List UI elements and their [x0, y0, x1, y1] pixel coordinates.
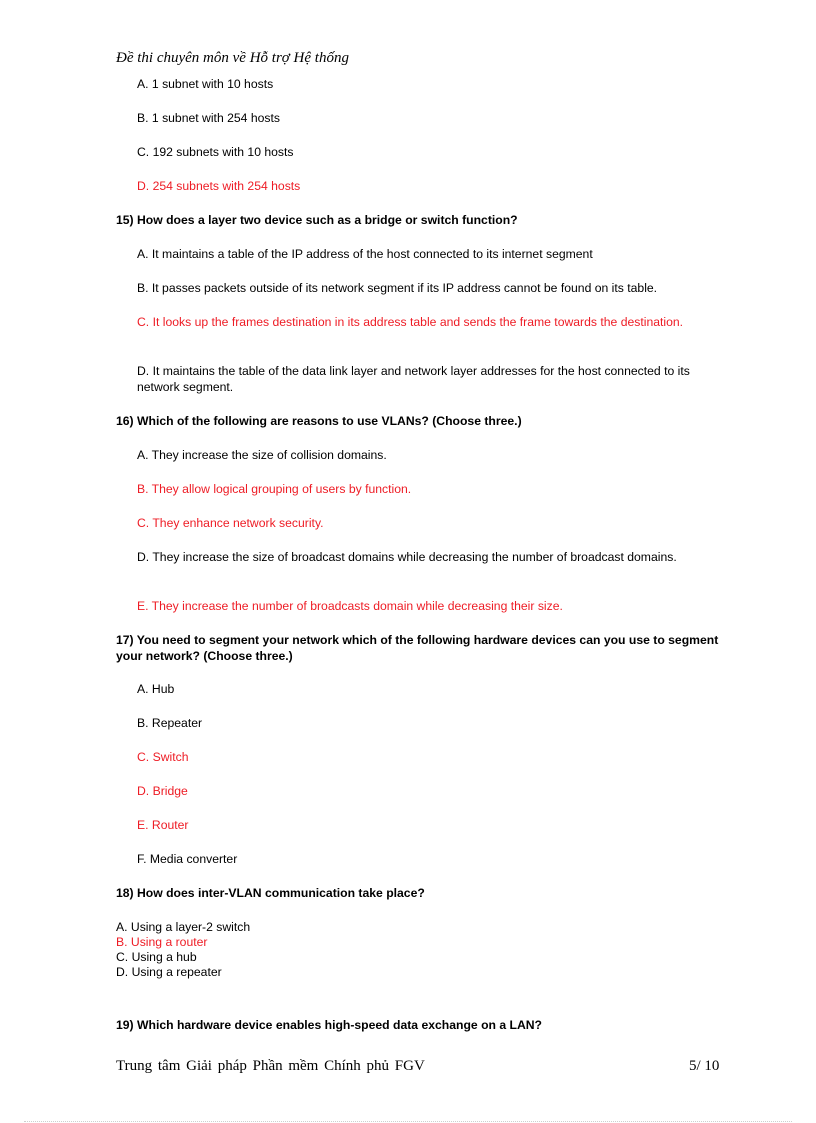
q17-option-d-answer: D. Bridge — [137, 784, 188, 798]
q18-option-b-answer: B. Using a router — [116, 935, 208, 949]
q16-option-e-answer: E. They increase the number of broadcasts domain while decreasing their size. — [137, 599, 563, 613]
document-header: Đề thi chuyên môn về Hỗ trợ Hệ thống — [116, 50, 349, 66]
q16-option-d: D. They increase the size of broadcast domains while decreasing the number of broadcast domains. — [137, 550, 677, 564]
footer-organization: Trung tâm Giải pháp Phần mềm Chính phủ FGV — [116, 1058, 425, 1074]
q16-option-c-answer: C. They enhance network security. — [137, 516, 324, 530]
q15-option-a: A. It maintains a table of the IP address of the host connected to its internet segment — [137, 247, 593, 261]
q14-option-c: C. 192 subnets with 10 hosts — [137, 145, 294, 159]
q17-option-f: F. Media converter — [137, 852, 238, 866]
q14-option-d-answer: D. 254 subnets with 254 hosts — [137, 179, 301, 193]
q17-option-b: B. Repeater — [137, 716, 203, 730]
q18-option-a: A. Using a layer-2 switch — [116, 920, 251, 934]
q18-option-c: C. Using a hub — [116, 950, 197, 964]
q14-option-a: A. 1 subnet with 10 hosts — [137, 77, 274, 91]
q17-option-e-answer: E. Router — [137, 818, 189, 832]
q16-question: 16) Which of the following are reasons to use VLANs? (Choose three.) — [116, 414, 522, 428]
q16-option-b-answer: B. They allow logical grouping of users by function. — [137, 482, 412, 496]
q14-option-b: B. 1 subnet with 254 hosts — [137, 111, 280, 125]
q19-question: 19) Which hardware device enables high-speed data exchange on a LAN? — [116, 1018, 542, 1032]
page-bottom-edge — [24, 1121, 792, 1122]
q15-option-b: B. It passes packets outside of its network segment if its IP address cannot be found on its table. — [137, 281, 658, 295]
q15-option-d: D. It maintains the table of the data link layer and network layer addresses for the host connected to its network segment. — [137, 364, 690, 394]
footer-page-number: 5/ 10 — [689, 1058, 720, 1074]
q15-question: 15) How does a layer two device such as a bridge or switch function? — [116, 213, 518, 227]
q18-option-d: D. Using a repeater — [116, 965, 222, 979]
q17-question: 17) You need to segment your network which of the following hardware devices can you use to segment your network? (Choose three.) — [116, 633, 719, 663]
q18-question: 18) How does inter-VLAN communication take place? — [116, 886, 425, 900]
q16-option-a: A. They increase the size of collision domains. — [137, 448, 387, 462]
q15-option-c-answer: C. It looks up the frames destination in its address table and sends the frame towards the destination. — [137, 315, 684, 329]
q17-option-c-answer: C. Switch — [137, 750, 189, 764]
q17-option-a: A. Hub — [137, 682, 175, 696]
